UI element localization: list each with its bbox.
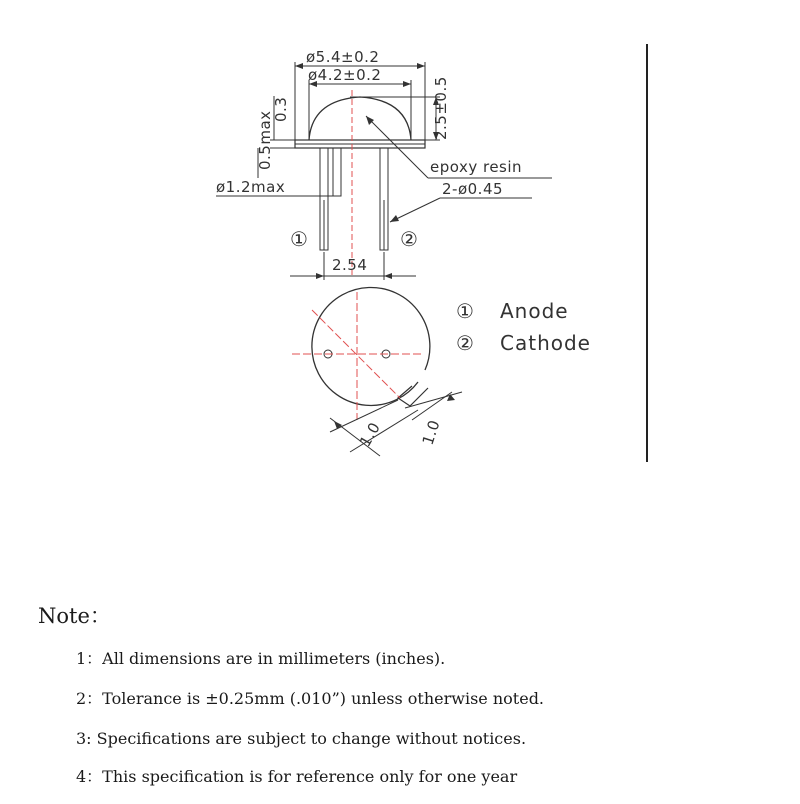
dim-height-label: 2.5±0.5	[432, 76, 450, 140]
notes-title: Note：	[38, 604, 111, 628]
dim-flangemax-label: 0.5max	[256, 110, 274, 170]
epoxy-leader	[366, 116, 428, 178]
pin-2-marker: ②	[400, 227, 419, 251]
base-outline	[312, 287, 430, 405]
arrow-spacing-right	[384, 273, 392, 279]
arrow-outer-left	[295, 63, 303, 69]
lens-dome	[309, 97, 411, 140]
dim-lens-label: ø4.2±0.2	[308, 66, 382, 84]
tab-dim-a-label: 1.0	[355, 419, 385, 450]
note-item-3: 3: Specifications are subject to change without notices.	[76, 729, 527, 748]
pin-1-marker: ①	[290, 227, 309, 251]
tab-dim-b-label: 1.0	[418, 417, 444, 448]
arrow-spacing-left	[316, 273, 324, 279]
lead-spacing-label: 2.54	[332, 256, 368, 274]
dim-flange-label: 0.3	[272, 96, 290, 122]
legend-label-cathode: Cathode	[500, 331, 591, 355]
note-item-2: 2：Tolerance is ±0.25mm (.010”) unless otherwise noted.	[76, 689, 545, 708]
dim-outer-label: ø5.4±0.2	[306, 48, 380, 66]
legend-marker-1: ①	[456, 299, 475, 323]
notes-list	[76, 646, 544, 804]
inner-post	[333, 148, 341, 196]
arrow-tab-a	[334, 421, 342, 429]
tab-dim-ext-2	[350, 410, 418, 452]
pin-legend	[456, 299, 591, 355]
note-item-1: 1：All dimensions are in millimeters (inches).	[76, 649, 446, 668]
epoxy-label: epoxy resin	[430, 158, 523, 176]
lead-dia-label: 2-ø0.45	[442, 180, 504, 198]
arrow-lead-dia	[390, 215, 399, 222]
dim-post-label: ø1.2max	[216, 178, 286, 196]
legend-label-anode: Anode	[500, 299, 569, 323]
legend-marker-2: ②	[456, 331, 475, 355]
arrow-outer-right	[417, 63, 425, 69]
arrow-epoxy	[366, 116, 374, 125]
note-item-4: 4：This specification is for reference only for one year	[76, 767, 518, 786]
arrow-lens-right	[403, 81, 411, 87]
